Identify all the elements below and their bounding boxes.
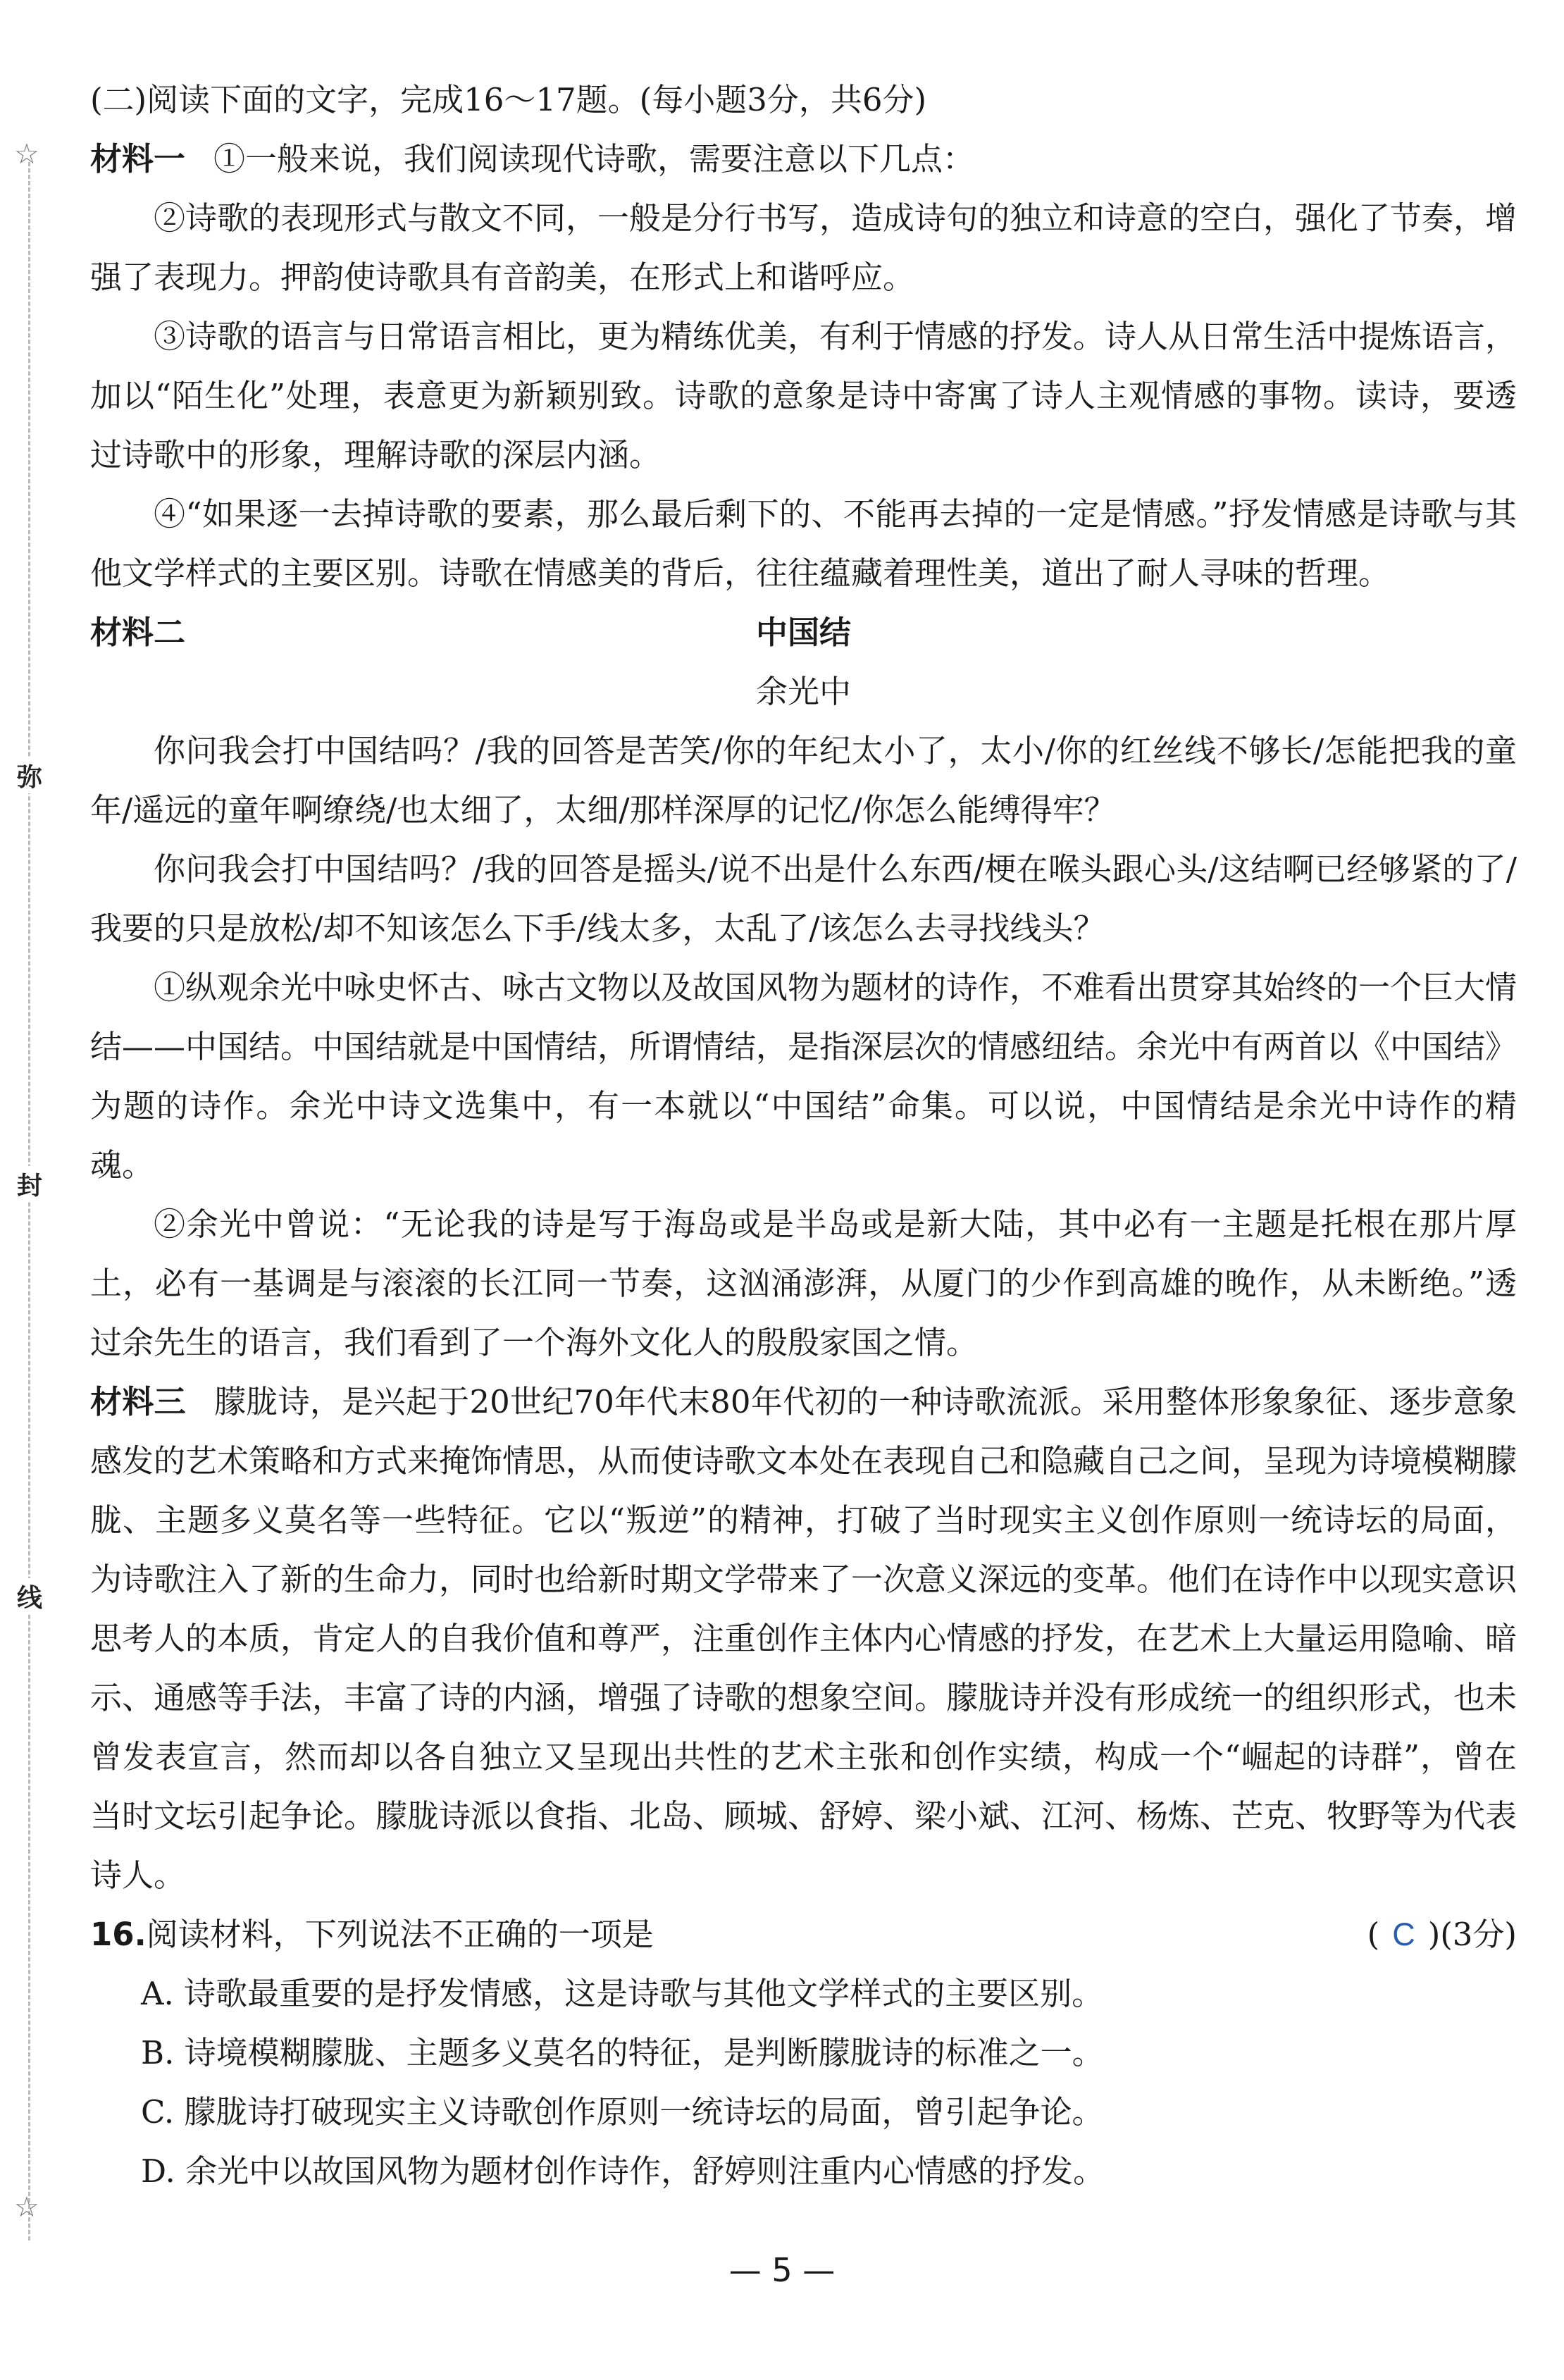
margin-star-top: ☆ xyxy=(14,138,39,171)
question16-stem xyxy=(90,1905,1517,1964)
question-stem: 阅读材料，下列说法不正确的一项是 xyxy=(146,1916,654,1953)
option-c: C. 朦胧诗打破现实主义诗歌创作原则一统诗坛的局面，曾引起争论。 xyxy=(141,2093,1104,2131)
poem-title: 中国结 xyxy=(755,614,851,651)
material2-p2: ②余光中曾说：“无论我的诗是写于海岛或是半岛或是新大陆，其中必有一主题是托根在那片厚土，必有一基调是与滚滚的长江同一节奏，这汹涌澎湃，从厦门的少作到高雄的晚作，从未断绝。”透过余先生的语言，我们看到了一个海外文化人的殷殷家国之情。 xyxy=(90,1206,1517,1361)
option-d: D. 余光中以故国风物为题材创作诗作，舒婷则注重内心情感的抒发。 xyxy=(141,2152,1105,2190)
material1-p2: ②诗歌的表现形式与散文不同，一般是分行书写，造成诗句的独立和诗意的空白，强化了节奏，增强了表现力。押韵使诗歌具有音韵美，在形式上和谐呼应。 xyxy=(90,199,1518,296)
margin-star-bottom: ☆ xyxy=(14,2191,39,2224)
question-number: 16. xyxy=(90,1916,147,1953)
poem-author: 余光中 xyxy=(755,673,851,710)
margin-char-mi: 弥 xyxy=(15,757,44,793)
page-number: — 5 — xyxy=(728,2251,836,2289)
question-score: (3分) xyxy=(1440,1916,1517,1953)
answer-mark: C xyxy=(1392,1916,1415,1952)
poem-stanza-2: 你问我会打中国结吗？/我的回答是摇头/说不出是什么东西/梗在喉头跟心头/这结啊已经够紧的了/我要的只是放松/却不知该怎么下手/线太多，太乱了/该怎么去寻找线头？ xyxy=(90,850,1517,947)
material2-header xyxy=(90,603,1517,662)
material1-p1: 材料一 ①一般来说，我们阅读现代诗歌，需要注意以下几点： xyxy=(90,140,975,178)
section-header: (二)阅读下面的文字，完成16～17题。(每小题3分，共6分) xyxy=(90,81,927,118)
material3-label: 材料三 xyxy=(90,1383,186,1420)
answer-box: ( C )(3分) xyxy=(1367,1916,1517,1953)
option-b: B. 诗境模糊朦胧、主题多义莫名的特征，是判断朦胧诗的标准之一。 xyxy=(141,2034,1104,2071)
material2-label: 材料二 xyxy=(90,614,186,651)
material1-label: 材料一 xyxy=(90,140,186,178)
material1-p3: ③诗歌的语言与日常语言相比，更为精练优美，有利于情感的抒发。诗人从日常生活中提炼语言，加以“陌生化”处理，表意更为新颖别致。诗歌的意象是诗中寄寓了诗人主观情感的事物。读诗，要透过诗歌中的形象，理解诗歌的深层内涵。 xyxy=(90,318,1518,473)
material3-text: 材料三 朦胧诗，是兴起于20世纪70年代末80年代初的一种诗歌流派。采用整体形象象征、逐步意象感发的艺术策略和方式来掩饰情思，从而使诗歌文本处在表现自己和隐藏自己之间，呈现为诗境模糊朦胧、主题多义莫名等一些特征。它以“叛逆”的精神，打破了当时现实主义创作原则一统诗坛的局面，为诗歌注入了新的生命力，同时也给新时期文学带来了一次意义深远的变革。他们在诗作中以现实意识思考人的本质，肯定人的自我价值和尊严，注重创作主体内心情感的抒发，在艺术上大量运用隐喻、暗示、通感等手法，丰富了诗的内涵，增强了诗歌的想象空间。朦胧诗并没有形成统一的组织形式，也未曾发表宣言，然而却以各自独立又呈现出共性的艺术主张和创作实绩，构成一个“崛起的诗群”，曾在当时文坛引起争论。朦胧诗派以食指、北岛、顾城、舒婷、梁小斌、江河、杨炼、芒克、牧野等为代表诗人。 xyxy=(90,1383,1518,1894)
margin-char-xian: 线 xyxy=(15,1578,44,1614)
option-a: A. 诗歌最重要的是抒发情感，这是诗歌与其他文学样式的主要区别。 xyxy=(141,1975,1104,2012)
margin-char-feng: 封 xyxy=(15,1166,44,1202)
poem-stanza-1: 你问我会打中国结吗？/我的回答是苦笑/你的年纪太小了，太小/你的红丝线不够长/怎能把我的童年/遥远的童年啊缭绕/也太细了，太细/那样深厚的记忆/你怎么能缚得牢？ xyxy=(90,732,1517,829)
material1-p4: ④“如果逐一去掉诗歌的要素，那么最后剩下的、不能再去掉的一定是情感。”抒发情感是诗歌与其他文学样式的主要区别。诗歌在情感美的背后，往往蕴藏着理性美，道出了耐人寻味的哲理。 xyxy=(90,495,1517,592)
reading-content xyxy=(90,70,1517,2201)
material2-p1: ①纵观余光中咏史怀古、咏古文物以及故国风物为题材的诗作，不难看出贯穿其始终的一个巨大情结——中国结。中国结就是中国情结，所谓情结，是指深层次的情感纽结。余光中有两首以《中国结》为题的诗作。余光中诗文选集中，有一本就以“中国结”命集。可以说，中国情结是余光中诗作的精魂。 xyxy=(90,969,1518,1184)
